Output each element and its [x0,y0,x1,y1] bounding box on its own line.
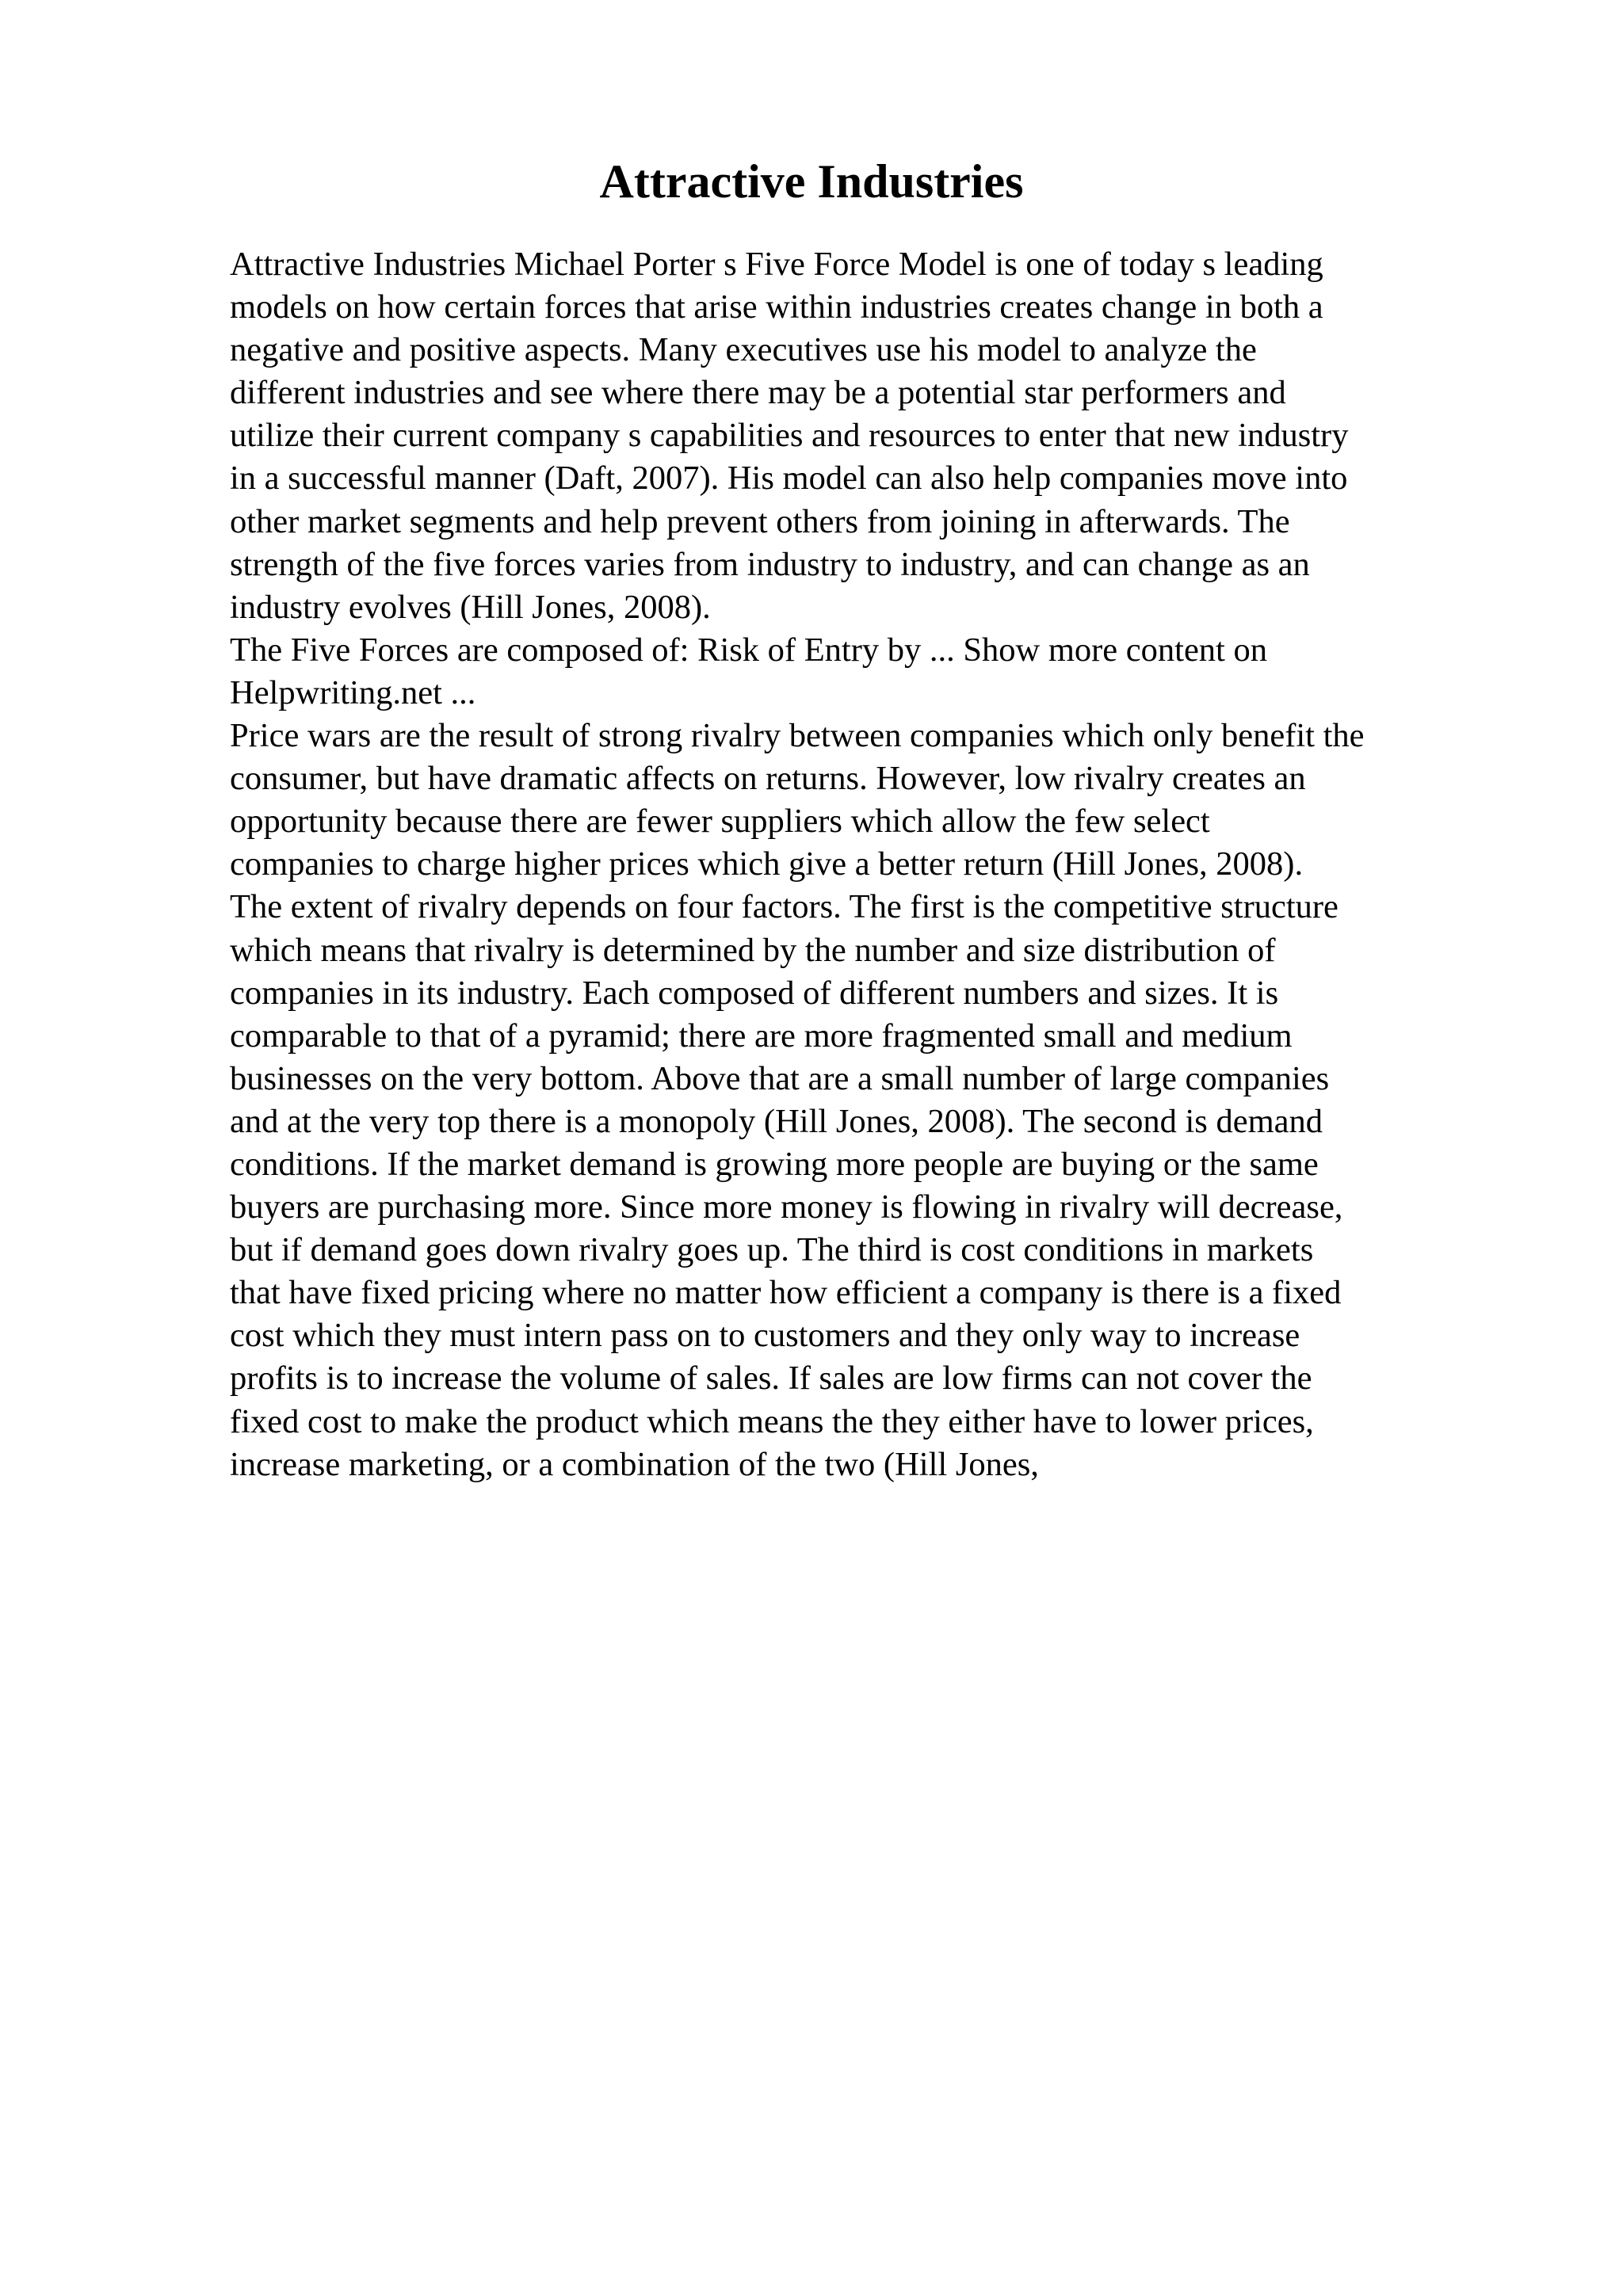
text-line: strength of the five forces varies from industry to industry, and can change as an [230,545,1310,583]
text-line: The extent of rivalry depends on four factors. The first is the competitive structure [230,888,1338,926]
text-line: fixed cost to make the product which means the they either have to lower prices, [230,1402,1314,1440]
text-line: comparable to that of a pyramid; there are more fragmented small and medium [230,1016,1293,1055]
text-line: in a successful manner (Daft, 2007). His model can also help companies move into [230,460,1348,498]
text-line: models on how certain forces that arise within industries creates change in both a [230,288,1323,326]
text-line: that have fixed pricing where no matter how efficient a company is there is a fixed [230,1274,1342,1312]
text-line: cost which they must intern pass on to customers and they only way to increase [230,1317,1300,1355]
text-line: consumer, but have dramatic affects on returns. However, low rivalry creates an [230,760,1306,798]
text-line: companies in its industry. Each composed of different numbers and sizes. It is [230,974,1279,1012]
text-line: utilize their current company s capabilities and resources to enter that new industry [230,417,1349,455]
text-line: Helpwriting.net ... [230,673,476,711]
paragraph-price-wars [230,715,1498,1486]
paragraph-five-forces [230,629,1498,715]
text-line: Price wars are the result of strong rivalry between companies which only benefit the [230,717,1365,755]
document-title: Attractive Industries [599,155,1024,208]
text-line: industry evolves (Hill Jones, 2008). [230,588,711,626]
text-line: opportunity because there are fewer suppliers which allow the few select [230,803,1210,841]
text-line: Attractive Industries Michael Porter s Five Force Model is one of today s leading [230,246,1323,283]
text-line: but if demand goes down rivalry goes up. The third is cost conditions in markets [230,1231,1314,1269]
document-body [230,243,1498,1486]
text-line: other market segments and help prevent others from joining in afterwards. The [230,502,1290,540]
text-line: The Five Forces are composed of: Risk of Entry by ... Show more content on [230,631,1267,669]
text-line: conditions. If the market demand is growing more people are buying or the same [230,1145,1319,1183]
text-line: profits is to increase the volume of sales. If sales are low firms can not cover the [230,1360,1312,1398]
paragraph-intro [230,243,1498,629]
text-line: businesses on the very bottom. Above that are a small number of large companies [230,1059,1330,1097]
text-line: and at the very top there is a monopoly (Hill Jones, 2008). The second is demand [230,1102,1323,1140]
text-line: buyers are purchasing more. Since more money is flowing in rivalry will decrease, [230,1188,1343,1226]
text-line: increase marketing, or a combination of the two (Hill Jones, [230,1445,1039,1483]
text-line: companies to charge higher prices which give a better return (Hill Jones, 2008). [230,845,1304,883]
text-line: which means that rivalry is determined by the number and size distribution of [230,931,1276,969]
text-line: negative and positive aspects. Many executives use his model to analyze the [230,331,1257,369]
text-line: different industries and see where there may be a potential star performers and [230,374,1286,412]
